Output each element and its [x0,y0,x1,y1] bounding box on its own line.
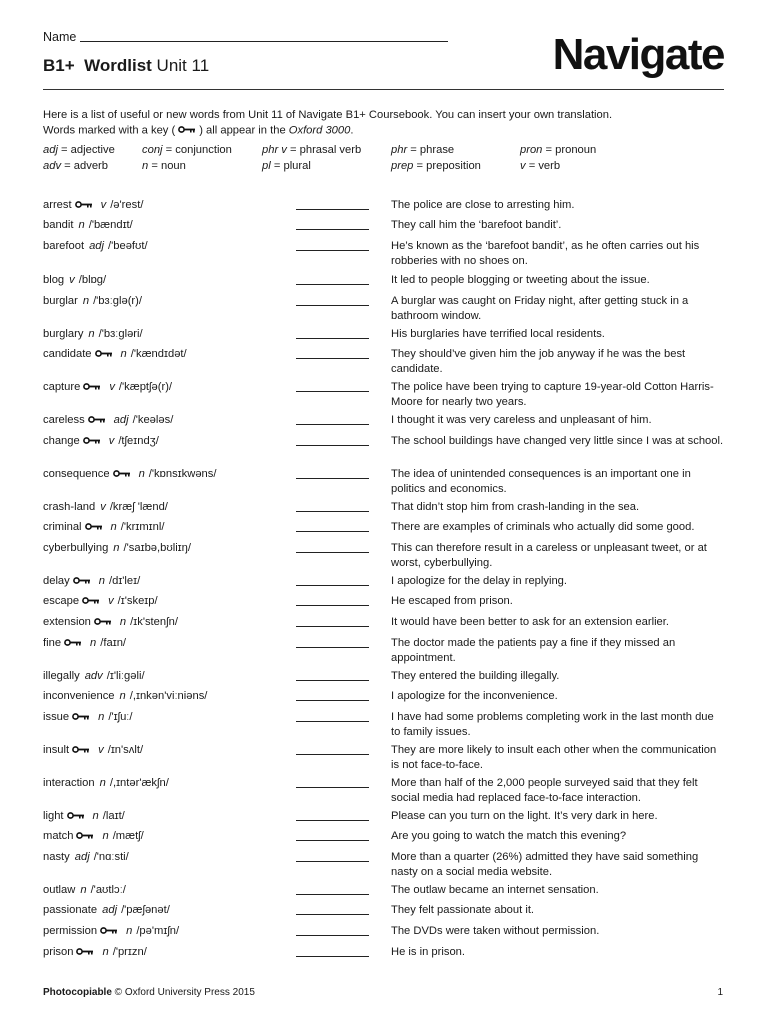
entry-headword [43,520,164,535]
key-icon [85,520,103,535]
translation-blank[interactable] [296,787,369,788]
entry-word: consequence [43,468,110,481]
entry-example: They felt passionate about it. [391,904,535,916]
entry-word: escape [43,595,80,608]
entry-word: criminal [43,521,82,534]
entry-part-of-speech: adj [102,904,118,916]
entry-word: prison [43,946,74,959]
translation-blank[interactable] [296,820,369,821]
entry-pronunciation: /dɪ'leɪ/ [108,575,141,588]
translation-blank[interactable] [296,511,369,512]
entry-headword [43,273,106,288]
entry-part-of-speech: n [98,711,105,724]
entry-headword [43,903,170,918]
translation-blank[interactable] [296,680,369,681]
abbr-column-5: pron = pronoun v = verb [520,144,597,172]
entry-pronunciation: /tʃeɪndʒ/ [118,435,159,448]
translation-blank[interactable] [296,894,369,895]
entry-headword [43,434,159,449]
key-icon [76,945,94,960]
entry-example: It would have been better to ask for an extension earlier. [391,616,669,628]
entry-pronunciation: /'keələs/ [132,414,174,427]
entry-part-of-speech: n [88,328,95,340]
entry-part-of-speech: n [92,810,99,823]
entry-word: passionate [43,904,98,916]
intro-text [43,108,723,138]
entry-headword [43,636,126,651]
entry-headword [43,776,169,791]
key-icon [83,434,101,449]
entry-pronunciation: /'kændɪdət/ [130,348,187,361]
entry-headword [43,743,143,758]
entry-part-of-speech: n [90,637,97,650]
entry-headword [43,218,133,233]
entry-example: Please can you turn on the light. It’s very dark in here. [391,810,658,822]
key-icon [64,636,82,651]
key-icon [113,467,131,482]
entry-example: The police have been trying to capture 19-year-old Cotton Harris-Moore for nearly two years. [391,381,714,408]
entry-example: I thought it was very careless and unpleasant of him. [391,414,652,426]
entry-example: The school buildings have changed very little since I was at school. [391,435,724,447]
translation-blank[interactable] [296,209,369,210]
entry-pronunciation: /'krɪmɪnl/ [120,521,165,534]
entry-part-of-speech: n [78,219,85,231]
entry-part-of-speech: n [80,884,87,896]
entry-example: That didn’t stop him from crash-landing in the sea. [391,501,640,513]
key-icon [67,809,85,824]
entry-part-of-speech: adj [113,414,129,427]
translation-blank[interactable] [296,754,369,755]
key-icon [73,574,91,589]
entry-headword [43,327,143,342]
entry-example: The doctor made the patients pay a fine if they missed an appointment. [391,637,676,664]
translation-blank[interactable] [296,700,369,701]
abbr-column-1: adj = adjective adv = adverb [43,144,115,172]
page-number: 1 [717,987,723,998]
entry-example: The idea of unintended consequences is an important one in politics and economics. [391,468,691,495]
entry-example: A burglar was caught on Friday night, after getting stuck in a bathroom window. [391,295,689,322]
entry-headword [43,850,129,865]
entry-pronunciation: /pə'mɪʃn/ [136,925,180,938]
key-icon [95,347,113,362]
entry-word: burglary [43,328,84,340]
entry-word: bandit [43,219,74,231]
wordlist-label: Wordlist [84,56,152,75]
translation-blank[interactable] [296,721,369,722]
translation-blank[interactable] [296,531,369,532]
entry-word: inconvenience [43,690,115,702]
entry-headword [43,829,144,844]
translation-blank[interactable] [296,305,369,306]
entry-pronunciation: /'beəfʊt/ [108,240,148,252]
entry-word: insult [43,744,70,757]
key-icon [178,123,196,138]
entry-part-of-speech: v [98,744,104,757]
entry-pronunciation: /'saɪbə,bʊliɪŋ/ [123,542,191,554]
entry-part-of-speech: adv [84,670,103,682]
entry-pronunciation: /ə'rest/ [110,199,144,212]
entry-word: delay [43,575,70,588]
intro-line-2: Words marked with a key ( ) all appear in the Oxford 3000. [43,124,354,137]
entry-headword [43,710,133,725]
entry-headword [43,574,140,589]
entry-headword [43,380,172,395]
entry-word: candidate [43,348,92,361]
entry-headword [43,500,168,515]
entry-pronunciation: /'prɪzn/ [112,946,147,959]
entry-pronunciation: /'nɑːsti/ [93,851,129,863]
translation-blank[interactable] [296,956,369,957]
entry-word: change [43,435,80,448]
entry-word: interaction [43,777,95,789]
entry-example: The DVDs were taken without permission. [391,925,600,937]
entry-word: careless [43,414,85,427]
intro-line-1: Here is a list of useful or new words from Unit 11 of Navigate B1+ Coursebook. You can insert your own translation. [43,109,613,121]
entry-pronunciation: /'kæptʃə(r)/ [118,381,173,394]
name-label: Name [43,30,77,44]
key-icon [75,198,93,213]
entry-example: I have had some problems completing work in the last month due to family issues. [391,711,714,738]
entry-pronunciation: /ɪn'sʌlt/ [107,744,144,757]
entry-part-of-speech: n [119,616,127,629]
entry-pronunciation: /laɪt/ [102,810,125,823]
translation-blank[interactable] [296,605,369,606]
entry-example: He is in prison. [391,946,465,958]
entry-headword [43,239,148,254]
entry-word: issue [43,711,70,724]
translation-blank[interactable] [296,861,369,862]
entry-headword [43,809,125,824]
entry-example: The outlaw became an internet sensation. [391,884,599,896]
key-icon [83,380,101,395]
entry-part-of-speech: adj [89,240,104,252]
entry-pronunciation: /mætʃ/ [112,830,144,843]
key-icon [100,924,118,939]
entry-part-of-speech: n [98,575,105,588]
entry-part-of-speech: n [102,830,109,843]
entry-part-of-speech: n [102,946,109,959]
entry-headword [43,883,126,898]
key-icon [88,413,106,428]
entry-pronunciation: /'ɪʃuː/ [108,711,133,724]
entry-pronunciation: /,ɪntər'ækʃn/ [109,777,169,789]
key-icon [72,710,90,725]
header-divider [43,89,724,90]
entry-example: Are you going to watch the match this evening? [391,830,627,842]
entry-example: More than a quarter (26%) admitted they have said something nasty on a social media website. [391,851,699,878]
entry-part-of-speech: n [110,521,117,534]
entry-example: This can therefore result in a careless or unpleasant tweet, or at worst, cyberbullying. [391,542,707,569]
translation-blank[interactable] [296,647,369,648]
entry-pronunciation: /'bændɪt/ [88,219,133,231]
entry-headword [43,467,216,482]
entry-headword [43,541,191,556]
entry-example: He’s known as the ‘barefoot bandit’, as he often carries out his robberies with no shoes on. [391,240,700,267]
entry-headword [43,413,173,428]
entry-pronunciation: /'aʊtlɔː/ [90,884,126,896]
key-icon [72,743,90,758]
entry-word: blog [43,274,65,286]
translation-blank[interactable] [296,914,369,915]
entry-pronunciation: /faɪn/ [100,637,127,650]
entry-example: The police are close to arresting him. [391,199,575,211]
entry-headword [43,594,158,609]
translation-blank[interactable] [296,478,369,479]
entry-part-of-speech: n [99,777,106,789]
entry-headword [43,347,187,362]
entry-example: They call him the ‘barefoot bandit’. [391,219,562,231]
entry-part-of-speech: v [100,501,106,513]
page-title [43,56,209,76]
key-icon [76,829,94,844]
abbr-column-4: phr = phrase prep = preposition [391,144,481,172]
translation-blank[interactable] [296,229,369,230]
entry-word: light [43,810,64,823]
entry-pronunciation: /kræʃ 'lænd/ [109,501,168,513]
translation-blank[interactable] [296,840,369,841]
entry-pronunciation: /ɪk'stenʃn/ [130,616,178,629]
entry-word: barefoot [43,240,85,252]
translation-blank[interactable] [296,391,369,392]
entry-part-of-speech: adj [74,851,90,863]
translation-blank[interactable] [296,250,369,251]
level-label: B1+ [43,56,75,75]
entry-part-of-speech: n [126,925,133,938]
entry-example: They are more likely to insult each other when the communication is not face-to-face. [391,744,717,771]
entry-example: His burglaries have terrified local residents. [391,328,605,340]
entry-part-of-speech: v [69,274,75,286]
entry-word: nasty [43,851,70,863]
translation-blank[interactable] [296,424,369,425]
entry-example: I apologize for the delay in replying. [391,575,568,587]
entry-part-of-speech: v [108,595,114,608]
key-icon [94,615,112,630]
entry-word: capture [43,381,81,394]
translation-blank[interactable] [296,626,369,627]
translation-blank[interactable] [296,445,369,446]
entry-word: crash-land [43,501,96,513]
entry-headword [43,294,142,309]
entry-part-of-speech: v [108,435,115,448]
translation-blank[interactable] [296,284,369,285]
translation-blank[interactable] [296,552,369,553]
brand-logo: Navigate [552,30,724,79]
entry-word: match [43,830,74,843]
entry-example: They entered the building illegally. [391,670,560,682]
translation-blank[interactable] [296,585,369,586]
entry-word: fine [43,637,62,650]
entry-pronunciation: /'bɜːgləri/ [98,328,143,340]
entry-pronunciation: /'kɒnsɪkwəns/ [148,468,217,481]
entry-example: There are examples of criminals who actually did some good. [391,521,695,533]
entry-word: permission [43,925,98,938]
entry-headword [43,689,207,704]
entry-word: illegally [43,670,80,682]
entry-part-of-speech: n [138,468,145,481]
entry-example: It led to people blogging or tweeting about the issue. [391,274,650,286]
entry-example: They should’ve given him the job anyway if he was the best candidate. [391,348,686,375]
entry-pronunciation: /'pæʃənət/ [121,904,170,916]
entry-word: burglar [43,295,78,307]
abbr-column-3: phr v = phrasal verb pl = plural [262,144,362,172]
entry-headword [43,945,147,960]
entry-headword [43,615,178,630]
entry-part-of-speech: n [113,542,120,554]
entry-part-of-speech: n [119,690,126,702]
translation-blank[interactable] [296,935,369,936]
entry-pronunciation: /ɪ'liːgəli/ [106,670,145,682]
name-field-line[interactable] [80,41,448,42]
entry-pronunciation: /ɪ'skeɪp/ [117,595,158,608]
unit-label: Unit 11 [156,56,210,75]
key-icon [82,594,100,609]
entry-part-of-speech: v [109,381,115,394]
entry-word: outlaw [43,884,76,896]
entry-part-of-speech: v [100,199,107,212]
translation-blank[interactable] [296,338,369,339]
abbr-column-2: conj = conjunction n = noun [142,144,232,172]
entry-pronunciation: /'bɜːglə(r)/ [93,295,142,307]
copyright-text: © Oxford University Press 2015 [111,987,255,998]
entry-part-of-speech: n [82,295,90,307]
entry-part-of-speech: n [120,348,127,361]
entry-headword [43,669,145,684]
entry-word: extension [43,616,91,629]
footer [43,987,255,998]
photocopiable-label: Photocopiable [43,987,112,998]
entry-word: cyberbullying [43,542,109,554]
translation-blank[interactable] [296,358,369,359]
entry-example: I apologize for the inconvenience. [391,690,558,702]
entry-pronunciation: /,ɪnkən'viːniəns/ [129,690,208,702]
entry-word: arrest [43,199,72,212]
entry-headword [43,924,179,939]
entry-example: He escaped from prison. [391,595,513,607]
entry-headword [43,198,143,213]
entry-pronunciation: /blɒg/ [78,274,107,286]
entry-example: More than half of the 2,000 people surveyed said that they felt social media had replaced face-to-face interaction. [391,777,698,804]
